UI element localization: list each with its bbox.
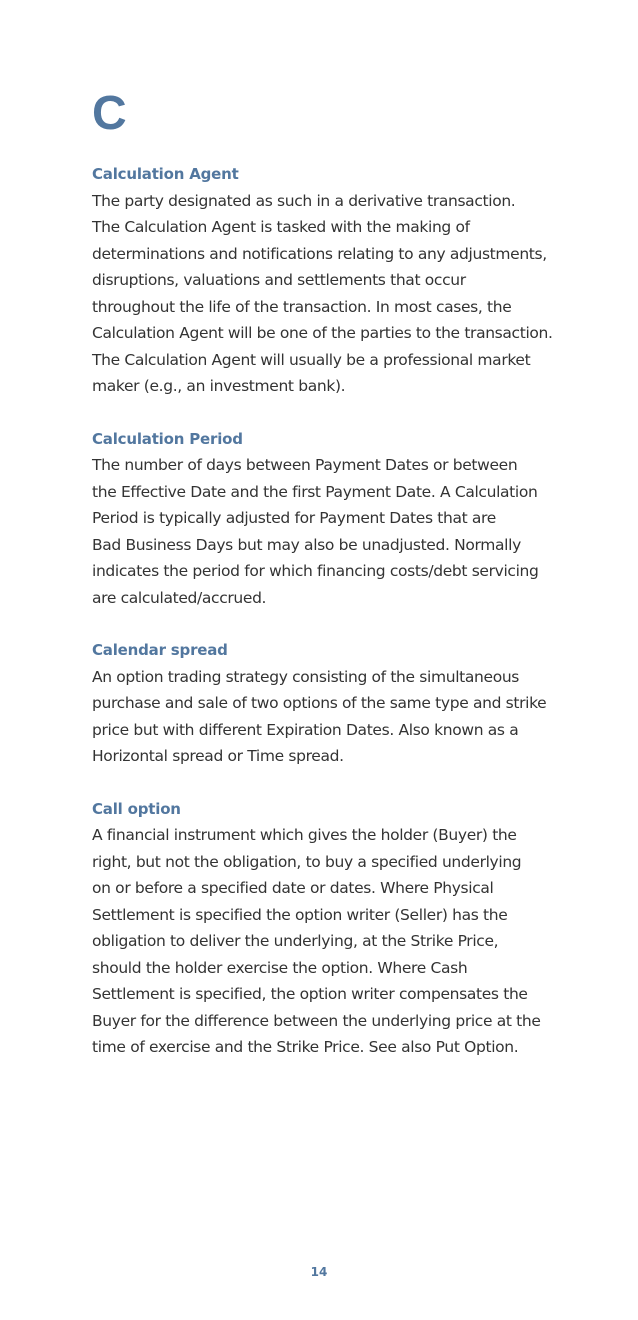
- term-definition: [92, 664, 592, 770]
- section-letter: C: [92, 87, 127, 140]
- definition-line: The number of days between Payment Dates or between: [92, 456, 518, 474]
- definition-line: Horizontal spread or Time spread.: [92, 747, 344, 765]
- definition-line: Calculation Agent will be one of the parties to the transaction.: [92, 324, 553, 342]
- definition-line: An option trading strategy consisting of the simultaneous: [92, 667, 520, 686]
- definition-line: Buyer for the difference between the underlying price at the: [92, 1011, 541, 1030]
- glossary-entry-calculation-agent: [92, 161, 592, 400]
- page-number: 14: [310, 1265, 328, 1279]
- glossary-entry-calculation-period: [92, 426, 592, 612]
- term-title: Calculation Period: [92, 429, 243, 448]
- definition-line: purchase and sale of two options of the same type and strike: [92, 694, 547, 712]
- definition-line: Settlement is specified the option writer (Seller) has the: [92, 905, 508, 924]
- glossary-entry-call-option: [92, 796, 592, 1061]
- definition-line: Bad Business Days but may also be unadjusted. Normally: [92, 535, 521, 554]
- glossary-entry-calendar-spread: [92, 637, 592, 770]
- definition-line: A financial instrument which gives the holder (Buyer) the: [92, 826, 517, 844]
- term-title: Call option: [92, 799, 181, 818]
- definition-line: Period is typically adjusted for Payment Dates that are: [92, 509, 496, 527]
- definition-line: The party designated as such in a derivative transaction.: [92, 191, 516, 210]
- term-title: Calculation Agent: [92, 165, 239, 183]
- definition-line: should the holder exercise the option. Where Cash: [92, 958, 468, 977]
- definition-line: indicates the period for which financing costs/debt servicing: [92, 562, 539, 580]
- definition-line: right, but not the obligation, to buy a specified underlying: [92, 852, 522, 871]
- definition-line: on or before a specified date or dates. Where Physical: [92, 879, 494, 897]
- definition-line: time of exercise and the Strike Price. See also Put Option.: [92, 1038, 519, 1056]
- definition-line: The Calculation Agent is tasked with the making of: [92, 218, 470, 236]
- definition-line: disruptions, valuations and settlements that occur: [92, 271, 466, 289]
- definition-line: Settlement is specified, the option writer compensates the: [92, 985, 528, 1003]
- definition-line: throughout the life of the transaction. In most cases, the: [92, 297, 512, 316]
- definition-line: are calculated/accrued.: [92, 588, 267, 607]
- glossary-entries: [92, 161, 592, 1061]
- definition-line: maker (e.g., an investment bank).: [92, 377, 346, 395]
- term-title: Calendar spread: [92, 641, 228, 659]
- definition-line: The Calculation Agent will usually be a professional market: [92, 350, 531, 369]
- definition-line: obligation to deliver the underlying, at the Strike Price,: [92, 932, 499, 950]
- definition-line: the Effective Date and the first Payment Date. A Calculation: [92, 482, 538, 501]
- term-definition: [92, 822, 592, 1061]
- definition-line: determinations and notifications relating to any adjustments,: [92, 244, 547, 263]
- term-definition: [92, 452, 592, 611]
- term-definition: [92, 188, 592, 400]
- definition-line: price but with different Expiration Dates. Also known as a: [92, 720, 519, 739]
